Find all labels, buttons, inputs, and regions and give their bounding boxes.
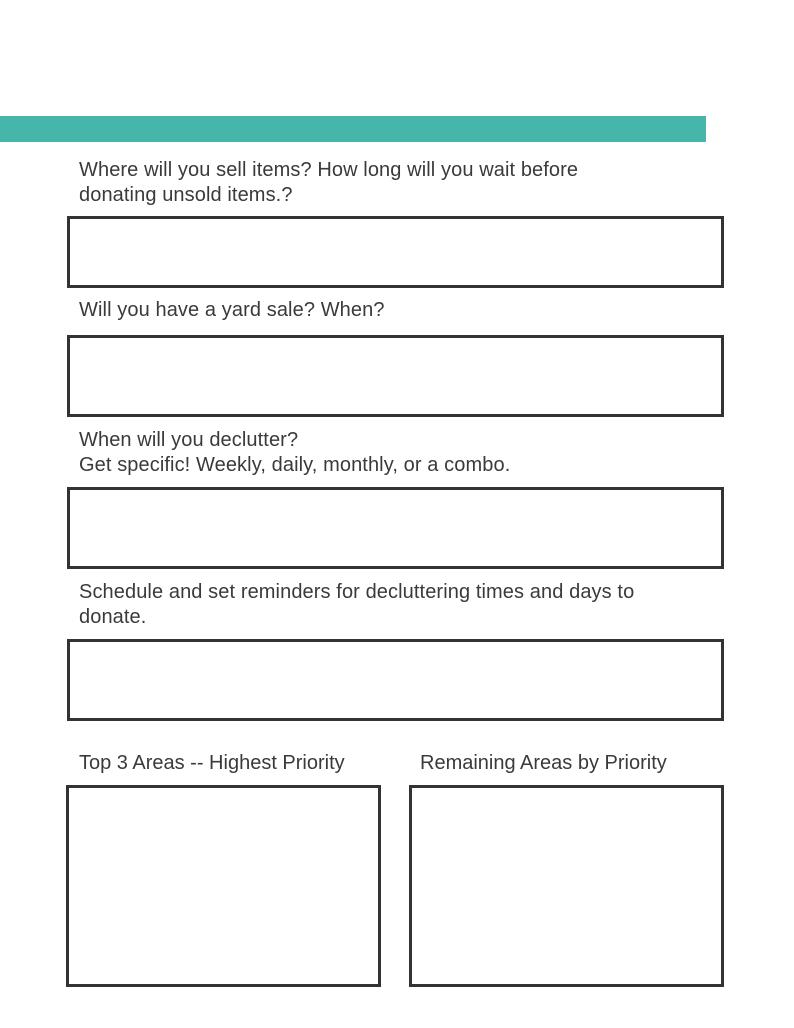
question-yard-sale-line1: Will you have a yard sale? When? xyxy=(79,299,385,321)
question-sell-items-line2: donating unsold items.? xyxy=(79,184,293,206)
remaining-areas-label: Remaining Areas by Priority xyxy=(420,752,667,774)
question-reminders-line1: Schedule and set reminders for decluttering times and days to xyxy=(79,581,635,603)
question-reminders xyxy=(79,580,719,630)
question-declutter-schedule xyxy=(79,428,719,478)
question-sell-items-line1: Where will you sell items? How long will you wait before xyxy=(79,159,579,181)
answer-box-sell-items[interactable] xyxy=(67,216,724,288)
question-reminders-line2: donate. xyxy=(79,606,147,628)
question-sell-items xyxy=(79,158,719,208)
question-yard-sale xyxy=(79,298,719,323)
answer-box-yard-sale[interactable] xyxy=(67,335,724,417)
answer-box-declutter-schedule[interactable] xyxy=(67,487,724,569)
top3-areas-label: Top 3 Areas -- Highest Priority xyxy=(79,752,345,774)
header-accent-bar xyxy=(0,116,706,142)
remaining-areas-box[interactable] xyxy=(409,785,724,987)
question-declutter-schedule-line2: Get specific! Weekly, daily, monthly, or a combo. xyxy=(79,454,511,476)
top3-areas-box[interactable] xyxy=(66,785,381,987)
question-declutter-schedule-line1: When will you declutter? xyxy=(79,429,299,451)
answer-box-reminders[interactable] xyxy=(67,639,724,721)
